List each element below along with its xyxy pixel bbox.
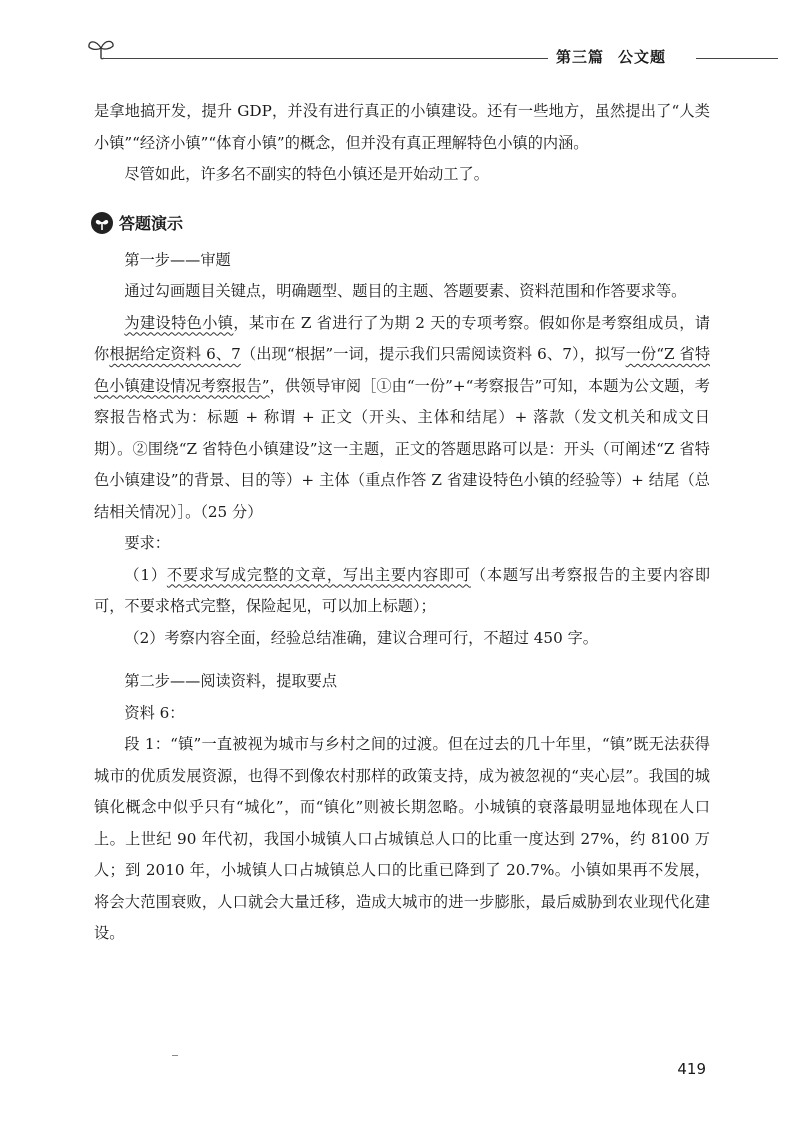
part-label: 第三篇 <box>556 48 605 66</box>
marked-phrase: 为建设特色小镇 <box>124 313 234 332</box>
sprout-icon <box>86 36 116 60</box>
tree-icon <box>91 212 113 234</box>
step-2-title: 第二步——阅读资料，提取要点 <box>124 672 338 690</box>
intro-paragraph-2: 尽管如此，许多名不副实的特色小镇还是开始动工了。 <box>124 165 489 183</box>
section-label: 公文题 <box>618 48 667 66</box>
intro-paragraph-1: 是拿地搞开发，提升 GDP，并没有进行真正的小镇建设。还有一些地方，虽然提出了“人类小镇”“经济小镇”“体育小镇”的概念，但并没有真正理解特色小镇的内涵。 <box>94 102 710 152</box>
page-body <box>94 96 710 950</box>
requirement-1: （1）不要求写成完整的文章，写出主要内容即可（本题写出考察报告的主要内容即可，不要求格式完整，保险起见，可以加上标题）； <box>94 565 711 615</box>
step-1-title: 第一步——审题 <box>124 250 231 269</box>
header-rule <box>102 58 548 59</box>
marked-phrase: 根据给定资料 6、7 <box>109 345 241 363</box>
footer-mark <box>172 1055 178 1056</box>
running-title <box>556 46 692 67</box>
page-header <box>0 0 800 80</box>
header-rule-right <box>696 58 778 59</box>
marked-phrase: 不要求写成完整的文章，写出主要内容即可 <box>166 565 471 584</box>
material-label: 资料 6： <box>124 703 185 722</box>
marked-phrase: 一份“Z 省特色小镇建设情况考察报告” <box>94 345 711 395</box>
step-1-paragraph: 通过勾画题目关键点，明确题型、题目的主题、答题要素、资料范围和作答要求等。 <box>124 282 687 300</box>
section-heading <box>91 205 710 241</box>
material-paragraph-1: 段 1：“镇”一直被视为城市与乡村之间的过渡。但在过去的几十年里，“镇”既无法获得城市的优质发展资源，也得不到像农村那样的政策支持，成为被忽视的“夹心层”。我国的城镇化概念中似乎只有“城化”，而“镇化”则被长期忽略。小城镇的衰落最明显地体现在人口上。上世纪 90 年代初，我国小城镇人口占城镇总人口的比重一度达到 27%，约 8100 万人；到 2010 年，小城镇人口占城镇总人口的比重已降到了 20.7%。小镇如果再不发展，将会大范围衰败，人口就会大量迁移，造成大城市的进一步膨胀，最后威胁到农业现代化建设。 <box>94 735 710 942</box>
section-heading-text: 答题演示 <box>119 214 184 233</box>
question-text: 为建设特色小镇，某市在 Z 省进行了为期 2 天的专项考察。假如你是考察组成员，请你根据给定资料 6、7（出现“根据”一词，提示我们只需阅读资料 6、7），拟写一份“Z 省特色小镇建设情况考察报告”，供领导审阅［①由“一份”+“考察报告”可知，本题为公文题，考察报告格式为：标题 + 称谓 + 正文（开头、主体和结尾）+ 落款（发文机关和成文日期）。②围绕“Z 省特色小镇建设”这一主题，正文的答题思路可以是：开头（可阐述“Z 省特色小镇建设”的背景、目的等）+ 主体（重点作答 Z 省建设特色小镇的经验等）+ 结尾（总结相关情况）］。（25 分） <box>94 313 711 521</box>
page-number: 419 <box>677 1060 706 1078</box>
requirement-2: （2）考察内容全面，经验总结准确，建议合理可行，不超过 450 字。 <box>124 628 598 647</box>
requirements-title: 要求： <box>124 534 170 552</box>
